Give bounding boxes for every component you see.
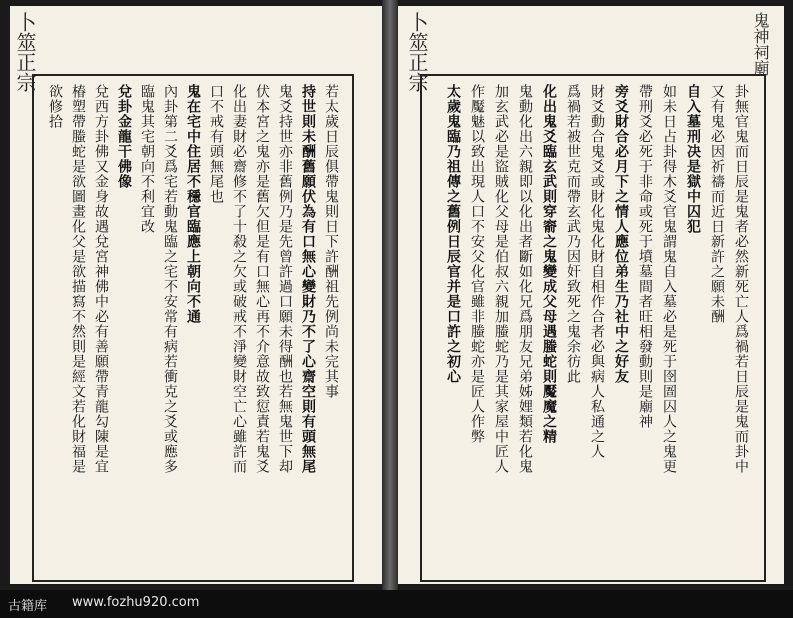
text-column: 如未日占卦得木爻官鬼謂鬼自入墓必是死于囹圄囚人之鬼更	[661, 84, 677, 474]
text-column: 口不戒有頭無尾也	[208, 84, 224, 204]
text-column: 財爻動合鬼爻或財化鬼化財自相作合者必與病人私通之人	[589, 84, 605, 459]
text-column: 椿塑帶螣蛇是欲圖畫化父是欲描寫不然則是經文若化財福是	[70, 84, 86, 474]
right-page	[398, 6, 784, 584]
text-column: 持世則未酬舊願伏為有口無心變財乃不了心齋空則有頭無尾	[300, 84, 316, 474]
right-margin-section	[746, 12, 772, 76]
text-column: 太歲鬼臨乃祖傳之舊例日辰官并是口許之初心	[445, 84, 461, 384]
text-column: 伏本宮之鬼亦是舊欠但是有口無心再不介意故致愆責若鬼爻	[254, 84, 270, 474]
text-column: 作魘魅以致出現人口不安父化官雖非螣蛇亦是匠人作弊	[469, 84, 485, 444]
text-column: 又有鬼必因祈禱而近日新許之願未酬	[709, 84, 725, 324]
text-column: 鬼爻持世亦非舊例乃是先曾許過口願未得酬也若無鬼世下却	[277, 84, 293, 474]
text-column: 內卦第二爻爲宅若動鬼臨之宅不安常有病若衝克之爻或應多	[162, 84, 178, 474]
right-margin-title-text: 卜筮正宗	[405, 12, 429, 92]
footer-url: www.fozhu920.com	[72, 595, 200, 610]
left-margin-title-text: 卜筮正宗	[13, 12, 37, 92]
text-column: 鬼在宅中住居不穩官臨應上朝向不通	[185, 84, 201, 324]
text-column: 旁爻財合必月下之情人應位弟生乃社中之好友	[613, 84, 629, 384]
text-column: 臨鬼其宅朝向不利宜改	[139, 84, 155, 234]
text-column: 卦無官鬼而日辰是鬼者必然新死亡人爲禍若日辰是鬼而卦中	[733, 84, 749, 474]
footer-site-name: 古籍库	[8, 599, 48, 614]
text-column: 自入墓刑决是獄中囚犯	[685, 84, 701, 234]
text-column: 兌卦金龍干佛像	[116, 84, 132, 189]
watermark-footer	[0, 590, 793, 618]
left-page	[10, 6, 382, 584]
text-column: 帶刑爻必死于非命或死于墳墓間者旺相發動則是廟神	[637, 84, 653, 429]
text-column: 欲修拾	[47, 84, 63, 129]
text-column: 鬼動化出六親即以化出者斷如化兄爲朋友兄弟姊娌類若化鬼	[517, 84, 533, 474]
text-column: 若太歲日辰俱帶鬼則日下許酬祖先例尚未完其事	[323, 84, 339, 399]
text-column: 爲禍若被世克而帶玄武乃因奸致死之鬼余彷此	[565, 84, 581, 384]
text-column: 兌西方卦佛又金身故遇兌宮神佛中必有善願帶青龍勾陳是宜	[93, 84, 109, 474]
right-margin-section-text: 鬼神祠廟	[751, 12, 770, 76]
book-gutter	[382, 0, 398, 590]
text-column: 加玄武必是盜賊化父母是伯叔六親加螣蛇乃是其家屋中匠人	[493, 84, 509, 474]
text-column: 化出妻財必齋修不了十殺之欠或破戒不淨變財空亡心雖許而	[231, 84, 247, 474]
text-column: 化出鬼爻臨玄武則穿窬之鬼變成父母遇螣蛇則魘魔之精	[541, 84, 557, 444]
